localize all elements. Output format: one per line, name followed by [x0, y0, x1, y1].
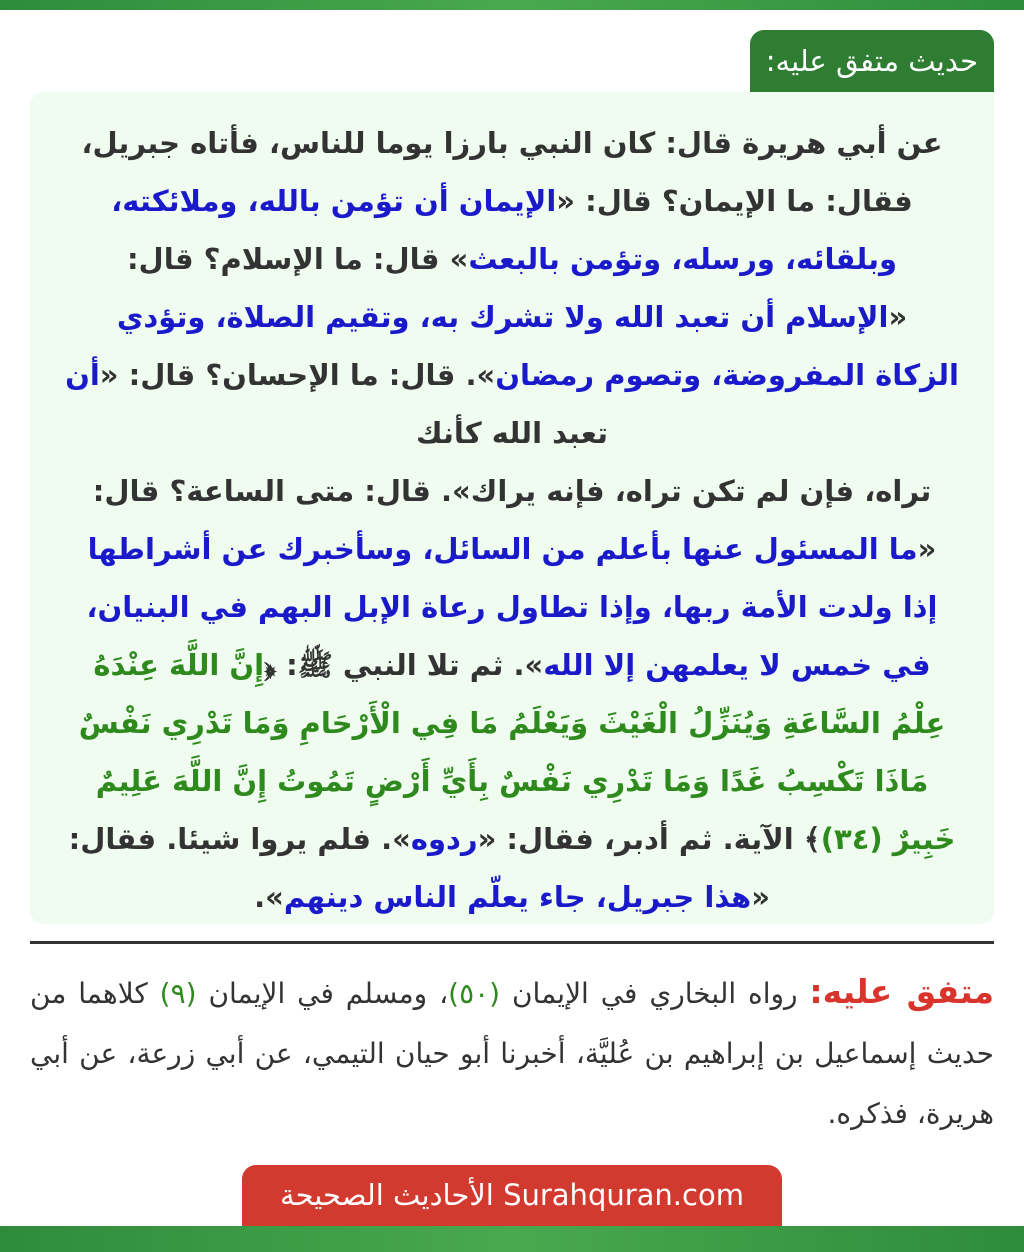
hadith-segment: هذا جبريل، جاء يعلّم الناس دينهم — [283, 880, 752, 914]
hadith-segment: الإيمان أن تؤمن بالله، وملائكته، — [111, 184, 557, 218]
hadith-line — [48, 114, 976, 172]
hadith-title-badge — [750, 30, 994, 92]
hadith-segment: عن أبي هريرة قال: كان النبي بارزا يوما للناس، فأتاه جبريل، — [81, 126, 943, 160]
hadith-segment: » قال: ما الإسلام؟ قال: — [126, 242, 469, 276]
hadith-line — [48, 810, 976, 868]
hadith-line — [48, 868, 976, 926]
hadith-segment: ». ثم تلا النبي ﷺ: ﴿ — [264, 648, 544, 682]
hadith-segment: ». قال: ما الإحسان؟ قال: « — [99, 358, 496, 392]
hadith-line — [48, 346, 976, 404]
source-segment: كلاهما من حديث إسماعيل بن إبراهيم بن عُليَّة، أخبرنا أبو حيان التيمي، عن أبي زرعة، عن أبي هريرة، فذكره. — [30, 977, 994, 1130]
hadith-segment: الإسلام أن تعبد الله ولا تشرك به، وتقيم الصلاة، وتؤدي — [116, 300, 889, 334]
hadith-segment: « — [751, 880, 770, 914]
hadith-segment: ﴾ الآية. ثم أدبر، فقال: « — [477, 822, 821, 856]
hadith-segment: « — [917, 532, 937, 566]
hadith-segment: « — [888, 300, 908, 334]
hadith-line — [48, 520, 976, 578]
hadith-line — [48, 462, 976, 520]
divider — [30, 941, 994, 944]
hadith-line — [48, 636, 976, 694]
hadith-segment: في خمس لا يعلمهن إلا الله — [543, 648, 931, 682]
source-segment: (٩) — [159, 977, 197, 1010]
hadith-segment: ردوه — [410, 822, 478, 856]
hadith-segment: عِلْمُ السَّاعَةِ وَيُنَزِّلُ الْغَيْثَ وَيَعْلَمُ مَا فِي الْأَرْحَامِ وَمَا تَدْرِي نَفْسٌ — [78, 706, 946, 740]
hadith-line — [48, 578, 976, 636]
hadith-segment: أن — [65, 358, 100, 392]
hadith-title: حديث متفق عليه: — [765, 44, 978, 78]
site-badge[interactable] — [242, 1165, 782, 1226]
hadith-box — [30, 92, 994, 924]
site-badge-label: الأحاديث الصحيحة Surahquran.com — [280, 1178, 744, 1212]
hadith-segment: ». — [254, 880, 284, 914]
hadith-segment: مَاذَا تَكْسِبُ غَدًا وَمَا تَدْرِي نَفْسٌ بِأَيِّ أَرْضٍ تَمُوتُ إِنَّ اللَّهَ عَلِيمٌ — [95, 764, 929, 798]
hadith-segment: ما المسئول عنها بأعلم من السائل، وسأخبرك عن أشراطها — [87, 532, 918, 566]
bottom-green-bar — [0, 1226, 1024, 1252]
hadith-segment: تعبد الله كأنك — [416, 416, 608, 450]
source-note — [30, 962, 994, 1144]
hadith-line — [48, 694, 976, 752]
hadith-segment: وبلقائه، ورسله، وتؤمن بالبعث — [468, 242, 898, 276]
hadith-line — [48, 230, 976, 288]
hadith-segment: خَبِيرٌ (٣٤) — [820, 822, 956, 856]
hadith-line — [48, 404, 976, 462]
source-segment: (٥٠) — [448, 977, 501, 1010]
source-segment: رواه البخاري في الإيمان — [500, 977, 810, 1010]
hadith-text — [48, 114, 976, 926]
hadith-segment: تراه، فإن لم تكن تراه، فإنه يراك». قال: متى الساعة؟ قال: — [92, 474, 932, 508]
hadith-line — [48, 172, 976, 230]
source-label: متفق عليه: — [809, 972, 994, 1011]
hadith-segment: فقال: ما الإيمان؟ قال: « — [556, 184, 913, 218]
hadith-line — [48, 752, 976, 810]
hadith-segment: إذا ولدت الأمة ربها، وإذا تطاول رعاة الإبل البهم في البنيان، — [86, 590, 938, 624]
hadith-segment: ». فلم يروا شيئا. فقال: — [68, 822, 411, 856]
source-segment: ، ومسلم في الإيمان — [196, 977, 449, 1010]
hadith-line — [48, 288, 976, 346]
hadith-segment: الزكاة المفروضة، وتصوم رمضان — [495, 358, 959, 392]
top-green-bar — [0, 0, 1024, 10]
hadith-segment: إِنَّ اللَّهَ عِنْدَهُ — [93, 648, 265, 682]
